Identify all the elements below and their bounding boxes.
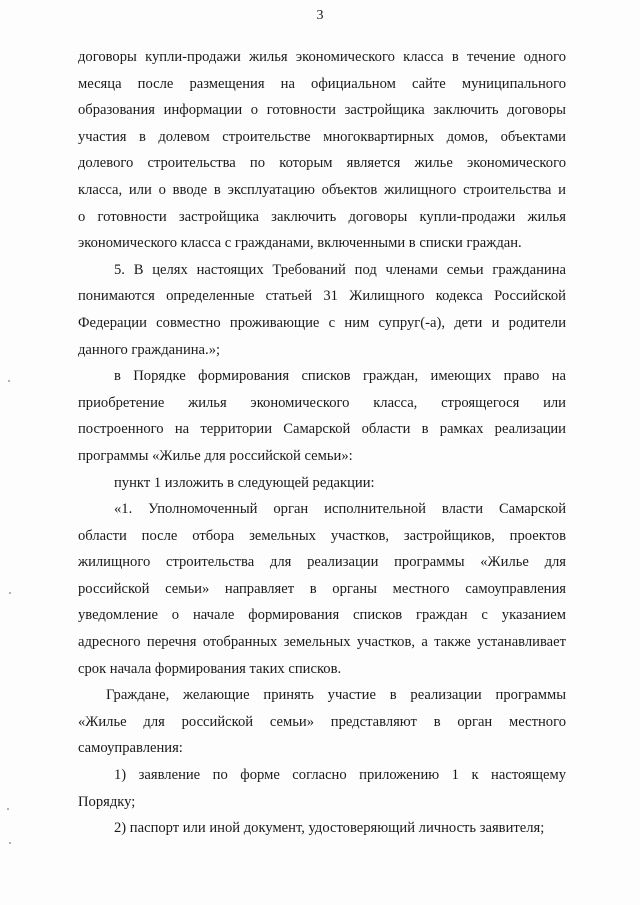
text-line: Федерации совместно проживающие с ним супруг(-а), дети и родители — [78, 314, 566, 331]
scan-speck — [9, 592, 11, 594]
text-line: уведомление о начале формирования списков граждан с указанием — [78, 607, 566, 624]
paragraph — [78, 682, 566, 762]
text-line: образования информации о готовности застройщика заключить договоры — [78, 102, 566, 119]
text-line: программы «Жилье для российской семьи»: — [78, 447, 353, 464]
paragraph — [78, 257, 566, 363]
paragraph — [78, 762, 566, 815]
text-line: жилищного строительства для реализации программы «Жилье для — [78, 554, 566, 571]
text-line: 5. В целях настоящих Требований под членами семьи гражданина — [114, 261, 566, 278]
paragraph — [78, 363, 566, 469]
text-line: участия в долевом строительстве многоквартирных домов, объектами — [78, 128, 566, 145]
text-line: «Жилье для российской семьи» представляют в орган местного — [78, 713, 566, 730]
paragraph — [78, 496, 566, 682]
paragraph — [78, 815, 566, 842]
scan-speck — [8, 380, 10, 382]
text-line: класса, или о вводе в эксплуатацию объектов жилищного строительства и — [78, 181, 566, 198]
text-line: приобретение жилья экономического класса, строящегося или — [78, 394, 566, 411]
text-line: экономического класса с гражданами, включенными в списки граждан. — [78, 235, 522, 252]
text-line: данного гражданина.»; — [78, 341, 221, 358]
text-line: понимаются определенные статьей 31 Жилищного кодекса Российской — [78, 288, 566, 305]
text-line: Порядку; — [78, 793, 136, 810]
text-line: «1. Уполномоченный орган исполнительной власти Самарской — [114, 501, 566, 518]
text-line: построенного на территории Самарской области в рамках реализации — [78, 421, 566, 438]
document-body — [78, 44, 566, 842]
page-number: 3 — [316, 8, 324, 23]
text-line: адресного перечня отобранных земельных участков, а также устанавливает — [78, 634, 566, 651]
text-line: долевого строительства по которым является жилье экономического — [78, 155, 566, 172]
text-line: в Порядке формирования списков граждан, имеющих право на — [114, 368, 566, 385]
text-line: самоуправления: — [78, 740, 183, 757]
text-line: Граждане, желающие принять участие в реализации программы — [106, 687, 566, 704]
scan-speck — [9, 842, 11, 844]
text-line: 1) заявление по форме согласно приложению 1 к настоящему — [114, 767, 566, 784]
paragraph — [78, 470, 566, 497]
text-line: месяца после размещения на официальном сайте муниципального — [78, 75, 566, 92]
text-line: договоры купли-продажи жилья экономического класса в течение одного — [78, 49, 566, 65]
paragraph — [78, 44, 566, 257]
text-line: пункт 1 изложить в следующей редакции: — [114, 474, 375, 491]
scan-speck — [7, 808, 9, 810]
text-line: российской семьи» направляет в органы местного самоуправления — [78, 580, 566, 597]
text-line: о готовности застройщика заключить договоры купли-продажи жилья — [78, 208, 566, 225]
text-line: 2) паспорт или иной документ, удостоверяющий личность заявителя; — [114, 820, 545, 837]
text-line: области после отбора земельных участков, застройщиков, проектов — [78, 527, 566, 544]
text-line: срок начала формирования таких списков. — [78, 660, 342, 677]
